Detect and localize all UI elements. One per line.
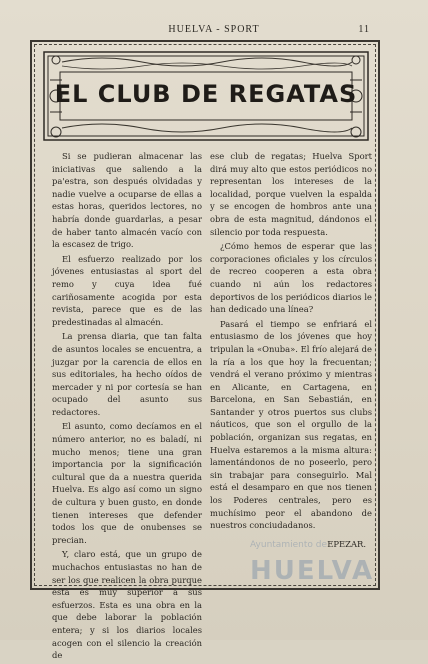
author-signature: EPEZAR. xyxy=(327,538,366,549)
page-number: 11 xyxy=(358,24,370,35)
paragraph: ese club de regatas; Huelva Sport dirá muy alto que estos periódicos no representan los intereses de la localidad, porque vuelven la espalda y se encogen de hombros ante una obra de esta magnitud, dándonos el silencio por toda respuesta. xyxy=(210,151,372,237)
article-title: EL CLUB DE REGATAS xyxy=(54,80,358,108)
running-head-title: HUELVA - SPORT xyxy=(168,24,260,35)
paragraph: ¿Cómo hemos de esperar que las corporaciones oficiales y los círculos de recreo cooperen a esta obra cuando ni aún los redactores deportivos de los periódicos diarios le han dedicado una línea? xyxy=(210,241,372,315)
paragraph: Si se pudieran almacenar las iniciativas que saliendo a la pa'estra, son después olvidadas y nadie vuelve a ocuparse de ellas a estas horas, queridos lectores, no habría donde guardarlas, a pesar de haber tanto almacén vacío con la escasez de trigo. xyxy=(52,151,202,250)
watermark-line2: HUELVA xyxy=(250,556,375,586)
running-head xyxy=(0,24,428,38)
archive-watermark xyxy=(250,540,375,590)
left-column xyxy=(52,150,202,664)
paragraph: El esfuerzo realizado por los jóvenes entusiastas al sport del remo y cuya idea fué cariñosamente acogida por esta revista, parece que es de las predestinadas al almacén. xyxy=(52,253,202,327)
paragraph: Pasará el tiempo se enfriará el entusiasmo de los jóvenes que hoy tripulan la «Onuba». El frío alejará de la ría a los que hoy la frecuentan; vendrá el verano próximo y mientras en Alicante, en Cartagena, en Barcelona, en San Sebastián, en Santander y otros puertos sus clubs náuticos, que son el orgullo de la población, organizan sus regatas, en Huelva estaremos a la misma altura: lamentándonos de no poseerlo, pero sin trabajar para conseguirlo. Mal está el desamparo en que nos tienen los Poderes centrales, pero es muchísimo peor el abandono de nuestros conciudadanos. xyxy=(210,318,372,531)
watermark-line1: Ayuntamiento de xyxy=(250,540,327,550)
right-column xyxy=(210,150,372,550)
paragraph: Y, claro está, que un grupo de muchachos entusiastas no han de ser los que realicen la obra purque esta es muy superior a sus esfuerzos. Esta es una obra en la que debe laborar la población entera; y si los diarios locales acogen con el silencio la creación de xyxy=(52,549,202,661)
paragraph: El asunto, como decíamos en el número anterior, no es baladí, ni mucho menos; tiene una gran importancia por la significación cultural que da a nuestra querida Huelva. Es algo así como un signo de cultura y buen gusto, en donde tienen intereses que defender todos los que de onubenses se precian. xyxy=(52,421,202,545)
title-banner xyxy=(42,50,370,142)
paragraph: La prensa diaria, que tan falta de asuntos locales se encuentra, a juzgar por la carencia de ellos en sus editoriales, ha hecho oídos de mercader y ni por cortesía se han ocupado del asunto sus redactores. xyxy=(52,331,202,417)
